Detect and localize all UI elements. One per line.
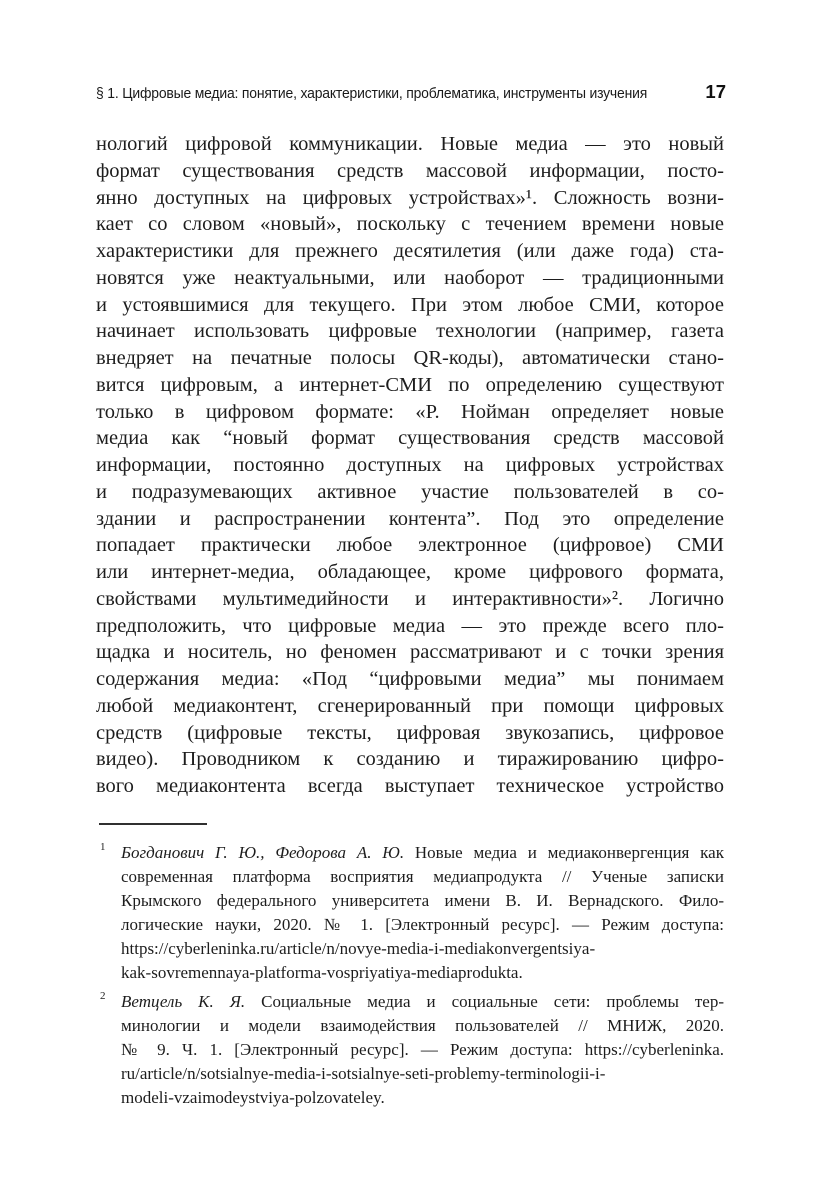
- footnote-2-marker: 2: [100, 990, 106, 1002]
- body-line: вого медиаконтента всегда выступает техническое устройство: [96, 775, 724, 797]
- footnote-line: modeli-vzaimodeystviya-polzovateley.: [121, 1088, 385, 1107]
- footnote-line: современная платформа восприятия медиапродукта // Ученые записки: [121, 867, 724, 886]
- footnote-line: логические науки, 2020. № 1. [Электронный ресурс]. — Режим доступа:: [121, 915, 724, 934]
- body-line: здании и распространении контента”. Под это определение: [96, 507, 724, 530]
- body-line: новятся уже неактуальными, или наоборот — традиционными: [96, 266, 724, 289]
- body-line: нологий цифровой коммуникации. Новые медиа — это новый: [96, 133, 724, 155]
- body-line: свойствами мультимедийности и интерактивности»². Логично: [96, 587, 724, 610]
- footnote-line: https://cyberleninka.ru/article/n/novye-media-i-mediakonvergentsiya-: [121, 939, 596, 958]
- body-line: внедряет на печатные полосы QR-коды), автоматически стано-: [96, 347, 724, 369]
- footnote-1-lines: [121, 865, 724, 985]
- footnote-line: № 9. Ч. 1. [Электронный ресурс]. — Режим доступа: https://cyberleninka.: [121, 1040, 724, 1059]
- body-line: информации, постоянно доступных на цифровых устройствах: [96, 454, 724, 476]
- footnote-1: [96, 841, 724, 985]
- body-line: или интернет-медиа, обладающее, кроме цифрового формата,: [96, 561, 724, 583]
- body-line: попадает практически любое электронное (цифровое) СМИ: [96, 534, 724, 557]
- footnote-2-first-line: [121, 990, 724, 1014]
- page-number: 17: [705, 81, 726, 102]
- footnote-line: ru/article/n/sotsialnye-media-i-sotsialnye-seti-problemy-terminologii-i-: [121, 1064, 606, 1083]
- footnotes-section: [96, 841, 724, 1110]
- body-line: только в цифровом формате: «Р. Нойман определяет новые: [96, 400, 724, 423]
- chapter-heading: § 1. Цифровые медиа: понятие, характеристики, проблематика, инструменты изучения: [96, 85, 648, 102]
- footnote-2-first-line-text: Социальные медиа и социальные сети: проблемы тер-: [245, 992, 725, 1011]
- body-line: кает со словом «новый», поскольку с течением времени новые: [96, 213, 724, 236]
- body-line: янно доступных на цифровых устройствах»¹. Сложность возни-: [96, 186, 724, 209]
- footnote-1-marker: 1: [100, 841, 106, 853]
- body-line: начинает использовать цифровые технологии (например, газета: [96, 320, 724, 343]
- body-line: содержания медиа: «Под “цифровыми медиа” мы понимаем: [96, 668, 724, 690]
- body-line: вится цифровым, а интернет-СМИ по определению существуют: [96, 373, 724, 396]
- body-line: предположить, что цифровые медиа — это прежде всего пло-: [96, 614, 724, 637]
- body-line: и устоявшимися для текущего. При этом любое СМИ, которое: [96, 293, 724, 316]
- body-line: видео). Проводником к созданию и тиражированию цифро-: [96, 748, 724, 771]
- body-line: формат существования средств массовой информации, посто-: [96, 159, 724, 182]
- footnote-2-authors: Ветцель К. Я.: [121, 992, 246, 1011]
- body-line: характеристики для прежнего десятилетия (или даже года) ста-: [96, 240, 724, 262]
- body-text: [96, 131, 724, 800]
- footnote-1-authors: Богданович Г. Ю., Федорова А. Ю.: [121, 843, 405, 862]
- running-head: [96, 81, 726, 103]
- footnote-2: [96, 990, 724, 1110]
- footnote-separator: [99, 823, 207, 825]
- body-line: средств (цифровые тексты, цифровая звукозапись, цифровое: [96, 721, 724, 744]
- footnote-line: kak-sovremennaya-platforma-vospriyatiya-mediaprodukta.: [121, 963, 523, 982]
- body-line: и подразумевающих активное участие пользователей в со-: [96, 480, 724, 503]
- footnote-2-lines: [121, 1014, 724, 1110]
- footnote-line: минологии и модели взаимодействия пользователей // МНИЖ, 2020.: [121, 1016, 724, 1035]
- body-line: щадка и носитель, но феномен рассматривают и с точки зрения: [96, 641, 724, 664]
- footnote-1-first-line: [121, 841, 724, 865]
- footnote-line: Крымского федерального университета имени В. И. Вернадского. Фило-: [121, 891, 724, 910]
- body-line: медиа как “новый формат существования средств массовой: [96, 427, 724, 450]
- body-line: любой медиаконтент, сгенерированный при помощи цифровых: [96, 694, 724, 717]
- footnote-1-first-line-text: Новые медиа и медиаконвергенция как: [404, 843, 724, 862]
